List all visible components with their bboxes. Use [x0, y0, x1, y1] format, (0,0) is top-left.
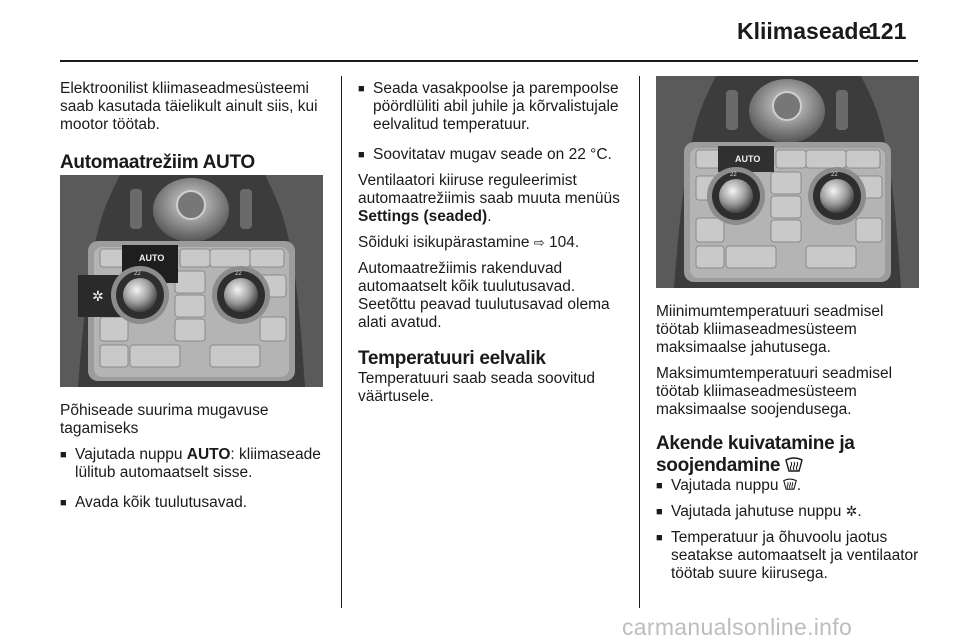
- ac-snowflake-icon: ✲: [92, 289, 104, 305]
- paragraph-main-setting: Põhiseade suurima mugavuse tagamiseks: [60, 402, 269, 437]
- bullet-marker: ■: [656, 532, 663, 544]
- auto-button-label: AUTO: [139, 253, 165, 263]
- watermark: carmanualsonline.info: [622, 614, 853, 640]
- bullet-text-end: .: [857, 503, 862, 520]
- heading-line-2: [656, 455, 921, 477]
- column-1-lower: [60, 402, 330, 520]
- bullet-text-rest: : kliimaseade lülitub automaatselt sisse.: [75, 446, 321, 481]
- temp-scale-left: 22: [134, 271, 141, 277]
- paragraph-temperature: Temperatuuri saab seada soovitud väärtusele.: [358, 370, 595, 405]
- temp-scale-right: 22: [235, 271, 242, 277]
- bullet-text-end: .: [796, 477, 802, 494]
- settings-menu-name: Settings (seaded): [358, 208, 488, 225]
- bullet-press-cooling: [656, 503, 921, 521]
- auto-button-label: AUTO: [735, 154, 761, 164]
- heading-line-1: Akende kuivatamine ja: [656, 433, 855, 454]
- bullet-text: Vajutada nuppu: [75, 446, 187, 463]
- temp-scale-right: 22: [831, 172, 838, 178]
- fan-speed-text: Ventilaatori kiiruse reguleerimist automaatrežiimis saab muuta menüüs: [358, 172, 620, 207]
- column-divider-1: [341, 76, 342, 608]
- bullet-press-auto: [60, 446, 330, 482]
- page-header-title: Kliimaseade: [737, 18, 872, 44]
- bullet-text: Temperatuur ja õhuvoolu jaotus seatakse automaatselt ja ventilaator töötab suure kiirusega.: [671, 529, 919, 582]
- photo-climate-control-2: [656, 76, 919, 288]
- section-heading-temperature: Temperatuuri eelvalik: [358, 348, 546, 369]
- paragraph-personalisation: [358, 234, 628, 252]
- section-heading-auto: Automaatrežiim AUTO: [60, 152, 255, 173]
- column-3: [656, 303, 921, 591]
- bullet-set-temperature: [358, 80, 628, 134]
- bullet-open-vents: [60, 494, 330, 512]
- bullet-recommended-setting: [358, 146, 628, 164]
- bullet-text: Seada vasakpoolse ja parempoolse pöördlüliti abil juhile ja kõrvalistujale eelvalitud temperatuur.: [373, 80, 619, 133]
- bullet-text: Vajutada jahutuse nuppu: [671, 503, 846, 520]
- bullet-text: Soovitatav mugav seade on 22 °C.: [373, 146, 612, 163]
- bullet-marker: ■: [358, 83, 365, 95]
- page-reference: 104.: [548, 234, 580, 251]
- bullet-bold-auto: AUTO: [186, 446, 231, 463]
- bullet-marker: ■: [656, 506, 663, 518]
- photo-climate-control-1: [60, 175, 323, 387]
- personalisation-text: Sõiduki isikupärastamine: [358, 234, 534, 251]
- column-divider-2: [639, 76, 640, 608]
- paragraph-auto-vents: Automaatrežiimis rakenduvad automaatselt kõik tuulutusavad. Seetõttu peavad tuulutusavad olema alati avatud.: [358, 260, 610, 331]
- temp-scale-left: 22: [730, 172, 737, 178]
- bullet-marker: ■: [60, 497, 67, 509]
- ac-snowflake-icon: ✲: [845, 504, 858, 520]
- intro-paragraph: Elektroonilist kliimaseadmesüsteemi saab kasutada täielikult ainult siis, kui mootor töötab.: [60, 80, 318, 133]
- paragraph-fan-speed: [358, 172, 628, 226]
- windscreen-defrost-icon: [783, 478, 797, 491]
- fan-speed-end: .: [487, 208, 492, 225]
- windscreen-defrost-icon: [785, 457, 803, 473]
- bullet-marker: ■: [60, 449, 67, 461]
- bullet-text: Avada kõik tuulutusavad.: [75, 494, 248, 511]
- column-1: [60, 80, 330, 174]
- bullet-auto-distribution: [656, 529, 921, 583]
- paragraph-max-temp: Maksimumtemperatuuri seadmisel töötab kliimaseadmesüsteem maksimaalse soojendusega.: [656, 365, 893, 418]
- paragraph-min-temp: Miinimumtemperatuuri seadmisel töötab kliimaseadmesüsteem maksimaalse jahutusega.: [656, 303, 884, 356]
- column-2: [358, 80, 628, 414]
- bullet-text: Vajutada nuppu: [671, 477, 783, 494]
- heading-line-2-text: soojendamine: [656, 455, 781, 476]
- section-heading-defrost: [656, 433, 921, 477]
- header-rule: [60, 60, 918, 62]
- bullet-press-defrost: [656, 477, 921, 495]
- bullet-marker: ■: [656, 480, 663, 492]
- page-number: 121: [868, 18, 907, 44]
- bullet-marker: ■: [358, 149, 365, 161]
- cross-reference-arrow-icon: ⇨: [533, 235, 545, 250]
